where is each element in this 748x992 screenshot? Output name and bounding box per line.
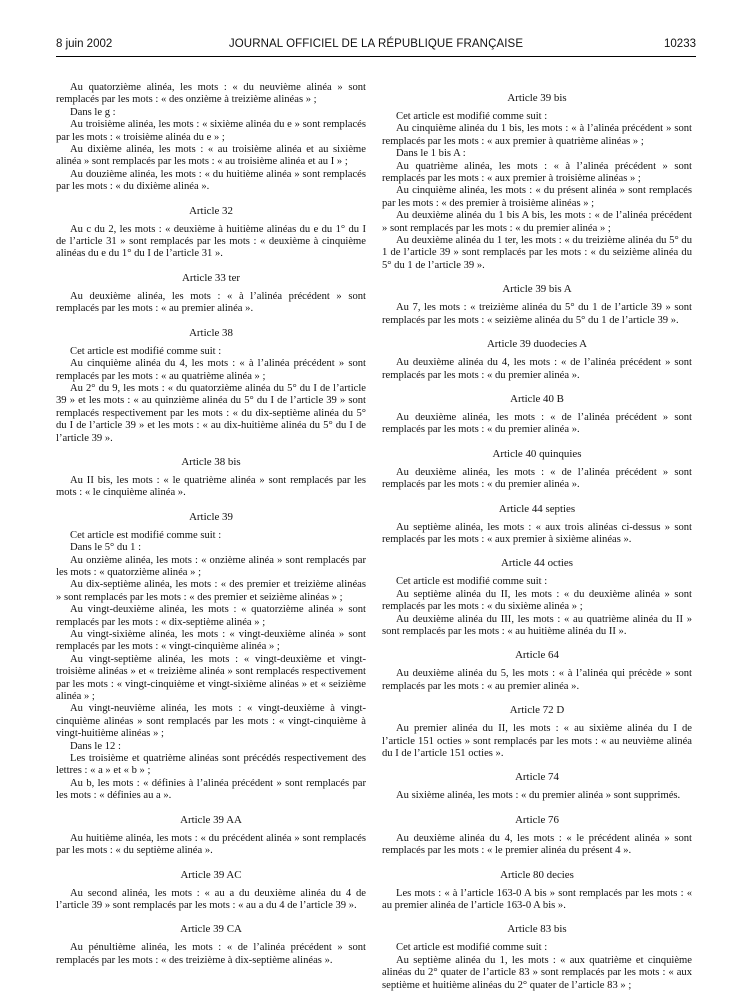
- article-heading: Article 83 bis: [507, 923, 567, 936]
- paragraph: Au quatorzième alinéa, les mots : « du neuvième alinéa » sont remplacés par les mots : « des onzième à treizième alinéas » ;: [56, 82, 366, 106]
- paragraph: Au vingt-septième alinéa, les mots : « vingt-deuxième et vingt-troisième alinéas » et « treizième alinéa » sont remplacés respectivement par les mots : « vingt-cinquième et vingt-sixième alinéas » et « seizième alinéa » ;: [56, 653, 366, 703]
- paragraph: Les troisième et quatrième alinéas sont précédés respectivement des lettres : « a » et « b » ;: [56, 753, 366, 777]
- right-column: [382, 82, 692, 992]
- paragraph: Cet article est modifié comme suit :: [70, 529, 222, 541]
- page-header: [56, 34, 696, 57]
- paragraph: Les mots : « à l’article 163-0 A bis » sont remplacés par les mots : « au premier alinéa de l’article 163-0 A bis ».: [382, 887, 692, 912]
- paragraph: Au b, les mots : « définies à l’alinéa précédent » sont remplacés par les mots : « définies au a ».: [56, 777, 366, 802]
- paragraph: Au dix-septième alinéa, les mots : « des premier et treizième alinéas » sont remplacés par les mots : « des premier et seizième alinéas » ;: [56, 579, 366, 603]
- paragraph: Au deuxième alinéa du 4, les mots : « le précédent alinéa » sont remplacés par les mots : « le premier alinéa du présent 4 ».: [382, 832, 692, 857]
- article-heading: Article 39 AC: [180, 868, 242, 881]
- paragraph: Au vingt-sixième alinéa, les mots : « vingt-deuxième alinéa » sont remplacés par les mots : « vingt-cinquième alinéa » ;: [56, 629, 366, 653]
- article-heading: Article 39 duodecies A: [486, 338, 588, 351]
- article-heading: Article 40 B: [510, 392, 564, 405]
- paragraph: Au septième alinéa du 1, les mots : « aux quatrième et cinquième alinéas du 2° quater de l’article 83 » sont remplacés par les mots : « aux septième et huitième alinéas du 2° quater de l’article 83 » ;: [382, 954, 692, 991]
- paragraph: Au premier alinéa du II, les mots : « au sixième alinéa du I de l’article 151 octies » sont remplacés par les mots : « au neuvième alinéa du I de l’article 151 octies ».: [382, 723, 692, 759]
- paragraph: Cet article est modifié comme suit :: [396, 942, 548, 954]
- article-heading: Article 74: [515, 771, 559, 784]
- paragraph: Au vingt-deuxième alinéa, les mots : « quatorzième alinéa » sont remplacés par les mots : « dix-septième alinéa » ;: [56, 604, 366, 628]
- article-heading: Article 44 octies: [501, 557, 573, 570]
- paragraph: Au deuxième alinéa, les mots : « de l’alinéa précédent » sont remplacés par les mots : « du premier alinéa ».: [382, 466, 692, 491]
- paragraph: Au deuxième alinéa du 5, les mots : « à l’alinéa qui précède » sont remplacés par les mots : « au premier alinéa ».: [382, 668, 692, 692]
- paragraph: Au douzième alinéa, les mots : « du huitième alinéa » sont remplacés par les mots : « du dixième alinéa ».: [56, 168, 366, 193]
- article-heading: Article 32: [189, 204, 233, 217]
- article-heading: Article 39 bis A: [502, 283, 572, 296]
- paragraph: Dans le 12 :: [70, 740, 121, 752]
- paragraph: Cet article est modifié comme suit :: [396, 111, 548, 122]
- article-heading: Article 33 ter: [181, 271, 241, 284]
- article-heading: Article 38 bis: [181, 455, 241, 468]
- paragraph: Au septième alinéa du II, les mots : « du deuxième alinéa » sont remplacés par les mots : « du sixième alinéa » ;: [382, 588, 692, 613]
- paragraph: Au deuxième alinéa du III, les mots : « au quatrième alinéa du II » sont remplacés par les mots : « au huitième alinéa du II ».: [382, 613, 692, 637]
- paragraph: Au 2° du 9, les mots : « du quatorzième alinéa du 5° du I de l’article 39 » et les mots : « au quinzième alinéa du 5° du I de l’article 39 » sont remplacés respectivement par les mots : « du dix-septième alinéa du 5° du I de l’article 39 » et les mots : « au dix-huitième alinéa du 5° du I de l’article 39 ».: [56, 382, 366, 444]
- paragraph: Au deuxième alinéa du 4, les mots : « de l’alinéa précédent » sont remplacés par les mots : « du premier alinéa ».: [382, 357, 692, 381]
- article-heading: Article 39 CA: [180, 923, 242, 936]
- article-heading: Article 39: [189, 510, 233, 523]
- paragraph: Dans le g :: [70, 106, 116, 118]
- header-date: 8 juin 2002: [56, 38, 113, 50]
- paragraph: Au second alinéa, les mots : « au a du deuxième alinéa du 4 de l’article 39 » sont remplacés par les mots : « au a du 4 de l’article 39 ».: [56, 887, 366, 911]
- article-heading: Article 39 AA: [180, 813, 242, 826]
- article-heading: Article 80 decies: [500, 868, 574, 881]
- paragraph: Au septième alinéa, les mots : « aux trois alinéas ci-dessus » sont remplacés par les mots : « aux premier à sixième alinéas ».: [382, 521, 692, 545]
- paragraph: Au quatrième alinéa, les mots : « à l’alinéa précédent » sont remplacés par les mots : « aux premier à troisième alinéas » ;: [382, 160, 692, 185]
- paragraph: Au sixième alinéa, les mots : « du premier alinéa » sont supprimés.: [396, 790, 681, 802]
- paragraph: Au cinquième alinéa, les mots : « du présent alinéa » sont remplacés par les mots : « des premier à troisième alinéas » ;: [382, 185, 692, 209]
- paragraph: Au deuxième alinéa du 1 ter, les mots : « du treizième alinéa du 5° du 1 de l’article 39 » sont remplacés par les mots : « du seizième alinéa du 5° du 1 de l’article 39 ».: [382, 235, 692, 271]
- paragraph: Au deuxième alinéa, les mots : « de l’alinéa précédent » sont remplacés par les mots : « du premier alinéa ».: [382, 411, 692, 436]
- paragraph: Au cinquième alinéa du 4, les mots : « à l’alinéa précédent » sont remplacés par les mots : « au quatrième alinéa » ;: [56, 358, 366, 382]
- article-heading: Article 38: [189, 326, 233, 339]
- article-heading: Article 76: [515, 813, 559, 826]
- paragraph: Au 7, les mots : « treizième alinéa du 5° du 1 de l’article 39 » sont remplacés par les mots : « seizième alinéa du 5° du 1 de l’article 39 ».: [382, 302, 692, 326]
- paragraph: Cet article est modifié comme suit :: [70, 345, 222, 357]
- page-number: 10233: [664, 38, 696, 50]
- journal-title: JOURNAL OFFICIEL DE LA RÉPUBLIQUE FRANÇAISE: [228, 38, 524, 50]
- article-heading: Article 44 septies: [498, 502, 576, 515]
- paragraph: Cet article est modifié comme suit :: [396, 576, 548, 588]
- paragraph: Au II bis, les mots : « le quatrième alinéa » sont remplacés par les mots : « le cinquième alinéa ».: [56, 474, 366, 499]
- paragraph: Au c du 2, les mots : « deuxième à huitième alinéas du e du 1° du I de l’article 31 » sont remplacés par les mots : « deuxième à cinquième alinéas du e du 1° du I de l’article 31 ».: [56, 223, 366, 260]
- paragraph: Au dixième alinéa, les mots : « au troisième alinéa et au sixième alinéa » sont remplacés par les mots : « au troisième alinéa et au I » ;: [56, 144, 366, 168]
- paragraph: Au troisième alinéa, les mots : « sixième alinéa du e » sont remplacés par les mots : « troisième alinéa du e » ;: [56, 119, 366, 143]
- paragraph: Dans le 5° du 1 :: [70, 542, 142, 554]
- paragraph: Au deuxième alinéa du 1 bis A bis, les mots : « de l’alinéa précédent » sont remplacés par les mots : « du premier alinéa » ;: [382, 210, 692, 234]
- left-column: [56, 82, 366, 967]
- article-heading: Article 40 quinquies: [492, 447, 582, 460]
- paragraph: Au onzième alinéa, les mots : « onzième alinéa » sont remplacés par les mots : « quatorzième alinéa » ;: [56, 554, 366, 578]
- article-heading: Article 72 D: [509, 704, 565, 717]
- paragraph: Au cinquième alinéa du 1 bis, les mots : « à l’alinéa précédent » sont remplacés par les mots : « aux premier à quatrième alinéas » ;: [382, 123, 692, 147]
- paragraph: Dans le 1 bis A :: [396, 148, 466, 160]
- paragraph: Au huitième alinéa, les mots : « du précédent alinéa » sont remplacés par les mots : « du septième alinéa ».: [56, 832, 366, 857]
- article-heading: Article 64: [515, 649, 559, 662]
- paragraph: Au deuxième alinéa, les mots : « à l’alinéa précédent » sont remplacés par les mots : « au premier alinéa ».: [56, 290, 366, 315]
- article-heading: Article 39 bis: [507, 92, 567, 104]
- paragraph: Au pénultième alinéa, les mots : « de l’alinéa précédent » sont remplacés par les mots : « des treizième à dix-septième alinéas ».: [56, 942, 366, 966]
- paragraph: Au vingt-neuvième alinéa, les mots : « vingt-deuxième à vingt-cinquième alinéas » sont remplacés par les mots : « vingt-cinquième à vingt-huitième alinéas » ;: [56, 703, 366, 740]
